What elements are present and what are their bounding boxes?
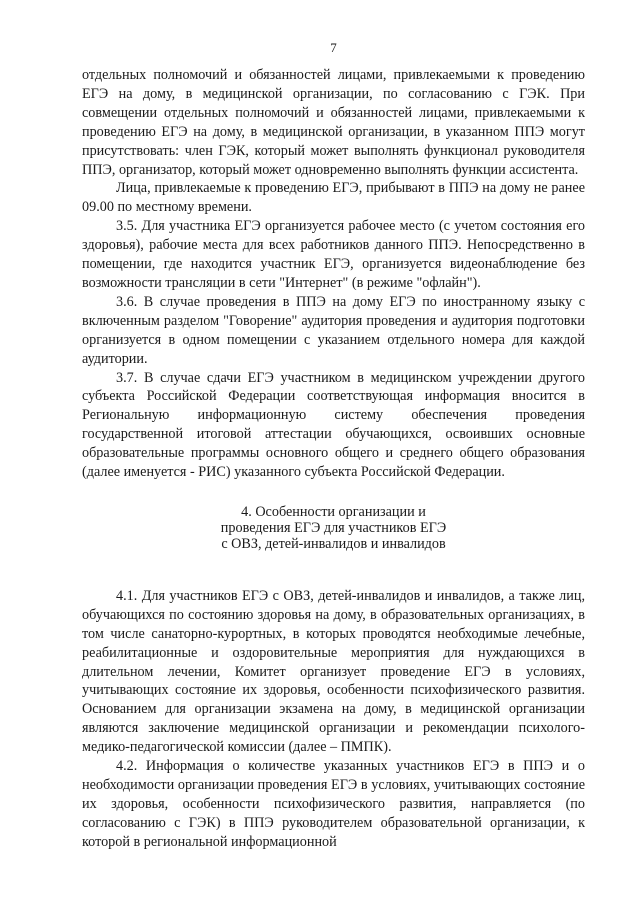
paragraph-3-7: 3.7. В случае сдачи ЕГЭ участником в медицинском учреждении другого субъекта Российской Федерации соответствующая информация вносится в Региональную информационную систему обеспечения проведения государственной итоговой аттестации обучающихся, освоивших основные образовательные программы основного общего и среднего общего образования (далее именуется - РИС) указанного субъекта Российской Федерации. [82,369,585,481]
paragraph-3-6: 3.6. В случае проведения в ППЭ на дому ЕГЭ по иностранному языку с включенным разделом "Говорение" аудитория проведения и аудитория подготовки организуется в одном помещении с указанием отдельного номера для каждой аудитории. [82,293,585,367]
paragraph-3-5: 3.5. Для участника ЕГЭ организуется рабочее место (с учетом состояния его здоровья), рабочие места для всех работников данного ППЭ. Непосредственно в помещении, где находится участник ЕГЭ, организуется видеонаблюдение без возможности трансляции в сети "Интернет" (в режиме "офлайн"). [82,218,585,291]
paragraph: Лица, привлекаемые к проведению ЕГЭ, прибывают в ППЭ на дому не ранее 09.00 по местному времени. [82,180,585,216]
paragraphs-before [82,66,585,482]
section-heading-line: 4. Особенности организации и [241,503,426,520]
paragraphs-after [82,587,585,852]
page-number: 7 [330,40,337,55]
paragraph-4-1: 4.1. Для участников ЕГЭ с ОВЗ, детей-инвалидов и инвалидов, а также лиц, обучающихся по состоянию здоровья на дому, в образовательных организациях, в том числе санаторно-курортных, в которых проводятся необходимые лечебные, реабилитационные и оздоровительные мероприятия для нуждающихся в длительном лечении, Комитет организует проведение ЕГЭ в условиях, учитывающих состояние их здоровья, особенности психофизического развития. Основанием для организации экзамена на дому, в медицинской организации являются заключение медицинской организации и рекомендации психолого-медико-педагогической комиссии (далее – ПМПК). [82,587,585,756]
paragraph-4-2: 4.2. Информация о количестве указанных участников ЕГЭ в ППЭ и о необходимости организации проведения ЕГЭ в условиях, учитывающих состояние их здоровья, особенности психофизического развития, направляется (по согласованию с ГЭК) в ППЭ руководителем образовательной организации, к которой в региональной информационной [82,758,585,850]
section-heading-line: проведения ЕГЭ для участников ЕГЭ [220,519,447,536]
paragraph: отдельных полномочий и обязанностей лицами, привлекаемыми к проведению ЕГЭ на дому, в медицинской организации, по согласованию с ГЭК. При совмещении отдельных полномочий и обязанностей лицами, привлекаемыми к проведению ЕГЭ на дому, в медицинской организации, в указанном ППЭ могут присутствовать: член ГЭК, который может выполнять функционал руководителя ППЭ, организатор, который может одновременно выполнять функции ассистента. [82,67,585,178]
section-heading-line: с ОВЗ, детей-инвалидов и инвалидов [221,535,446,552]
section-heading [82,504,585,552]
